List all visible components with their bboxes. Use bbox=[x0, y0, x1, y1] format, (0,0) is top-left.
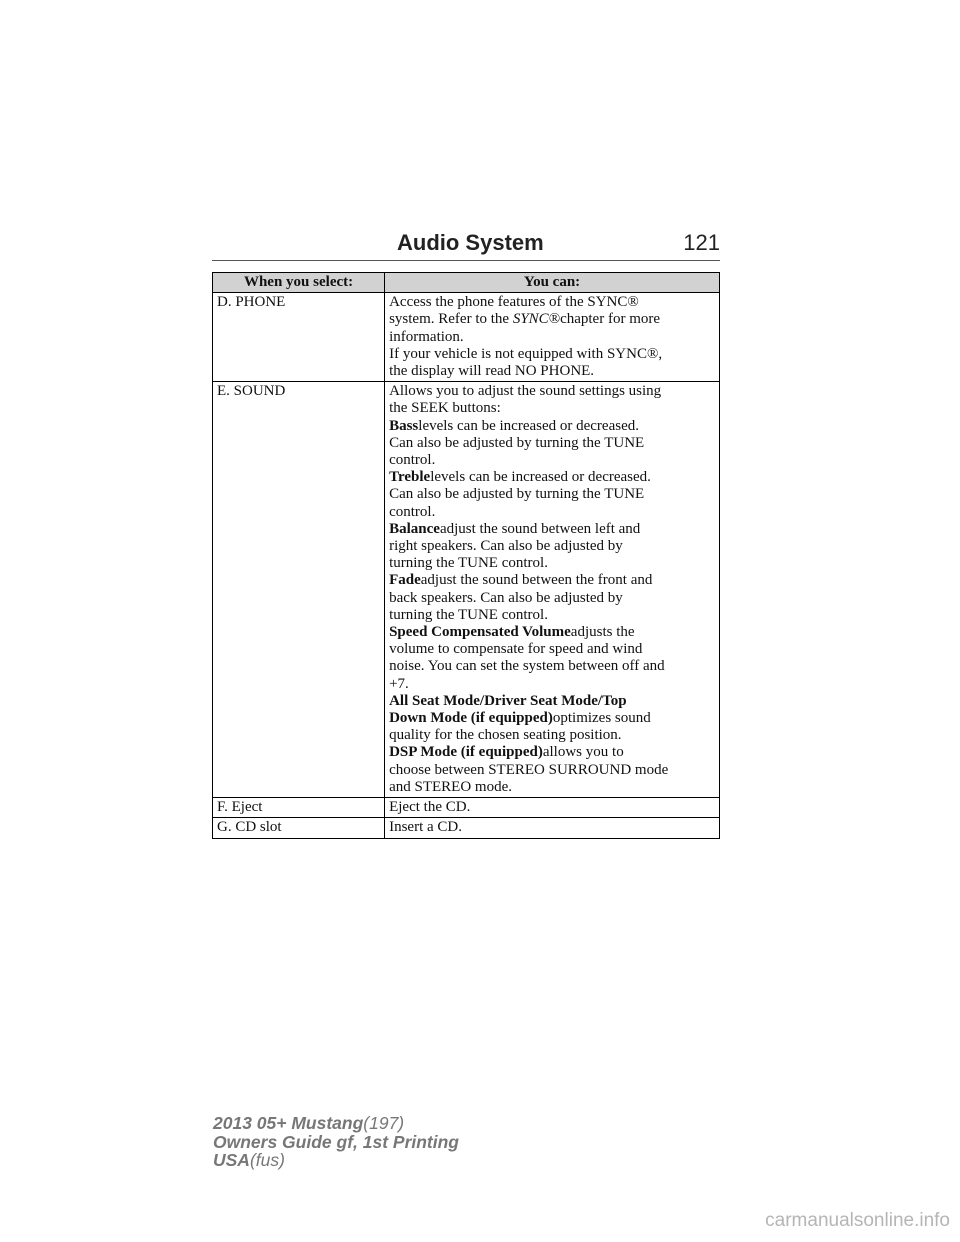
row-select-cell: F. Eject bbox=[213, 798, 385, 818]
column-header-select: When you select: bbox=[213, 273, 385, 293]
description-line: Access the phone features of the SYNC® bbox=[389, 294, 639, 311]
description-line: turning the TUNE control. bbox=[389, 606, 548, 623]
footer-line: 2013 05+ Mustang(197) bbox=[213, 1113, 405, 1133]
description-line: Basslevels can be increased or decreased. bbox=[389, 417, 639, 434]
row-select-cell: G. CD slot bbox=[213, 818, 385, 838]
table-row bbox=[213, 798, 720, 818]
footer-line: USA(fus) bbox=[213, 1150, 285, 1170]
description-line: +7. bbox=[389, 675, 409, 692]
description-line: Insert a CD. bbox=[389, 819, 462, 836]
feature-table bbox=[212, 272, 720, 839]
table-row bbox=[213, 293, 720, 382]
description-line: Down Mode (if equipped)optimizes sound bbox=[389, 710, 651, 727]
description-line: the display will read NO PHONE. bbox=[389, 363, 595, 380]
description-line: Can also be adjusted by turning the TUNE bbox=[389, 434, 645, 451]
description-line: Can also be adjusted by turning the TUNE bbox=[389, 486, 645, 503]
print-footer bbox=[213, 1114, 459, 1170]
description-line: control. bbox=[389, 503, 436, 520]
description-line: and STEREO mode. bbox=[389, 778, 512, 795]
description-line: If your vehicle is not equipped with SYNC®, bbox=[389, 345, 663, 362]
watermark: carmanualsonline.info bbox=[765, 1210, 950, 1231]
description-line: DSP Mode (if equipped)allows you to bbox=[389, 744, 624, 761]
section-title: Audio System bbox=[397, 230, 544, 255]
description-line: the SEEK buttons: bbox=[389, 400, 501, 417]
description-line: quality for the chosen seating position. bbox=[389, 727, 622, 744]
description-line: control. bbox=[389, 452, 436, 469]
description-line: All Seat Mode/Driver Seat Mode/Top bbox=[389, 692, 627, 709]
footer-line: Owners Guide gf, 1st Printing bbox=[213, 1131, 459, 1152]
description-line: right speakers. Can also be adjusted by bbox=[389, 538, 623, 555]
table-row bbox=[213, 382, 720, 798]
column-header-you-can: You can: bbox=[385, 273, 720, 293]
description-line: turning the TUNE control. bbox=[389, 555, 548, 572]
description-line: system. Refer to the SYNC®chapter for more bbox=[389, 311, 661, 328]
row-description-cell bbox=[385, 293, 720, 382]
row-select-cell: D. PHONE bbox=[213, 293, 385, 382]
description-line: Balanceadjust the sound between left and bbox=[389, 520, 641, 537]
description-line: back speakers. Can also be adjusted by bbox=[389, 589, 623, 606]
description-line: Speed Compensated Volumeadjusts the bbox=[389, 624, 635, 641]
description-line: Eject the CD. bbox=[389, 799, 471, 816]
description-line: Allows you to adjust the sound settings using bbox=[389, 383, 662, 400]
description-line: volume to compensate for speed and wind bbox=[389, 641, 643, 658]
description-line: choose between STEREO SURROUND mode bbox=[389, 761, 669, 778]
row-description-cell bbox=[385, 798, 720, 818]
page-number: 121 bbox=[683, 230, 720, 255]
description-line: Treblelevels can be increased or decreased. bbox=[389, 469, 651, 486]
table-header-row bbox=[213, 273, 720, 293]
table-row bbox=[213, 818, 720, 838]
row-description-cell bbox=[385, 382, 720, 798]
description-line: Fadeadjust the sound between the front and bbox=[389, 572, 653, 589]
description-line: information. bbox=[389, 328, 464, 345]
description-line: noise. You can set the system between off and bbox=[389, 658, 665, 675]
page-header bbox=[212, 230, 720, 261]
row-description-cell bbox=[385, 818, 720, 838]
row-select-cell: E. SOUND bbox=[213, 382, 385, 798]
